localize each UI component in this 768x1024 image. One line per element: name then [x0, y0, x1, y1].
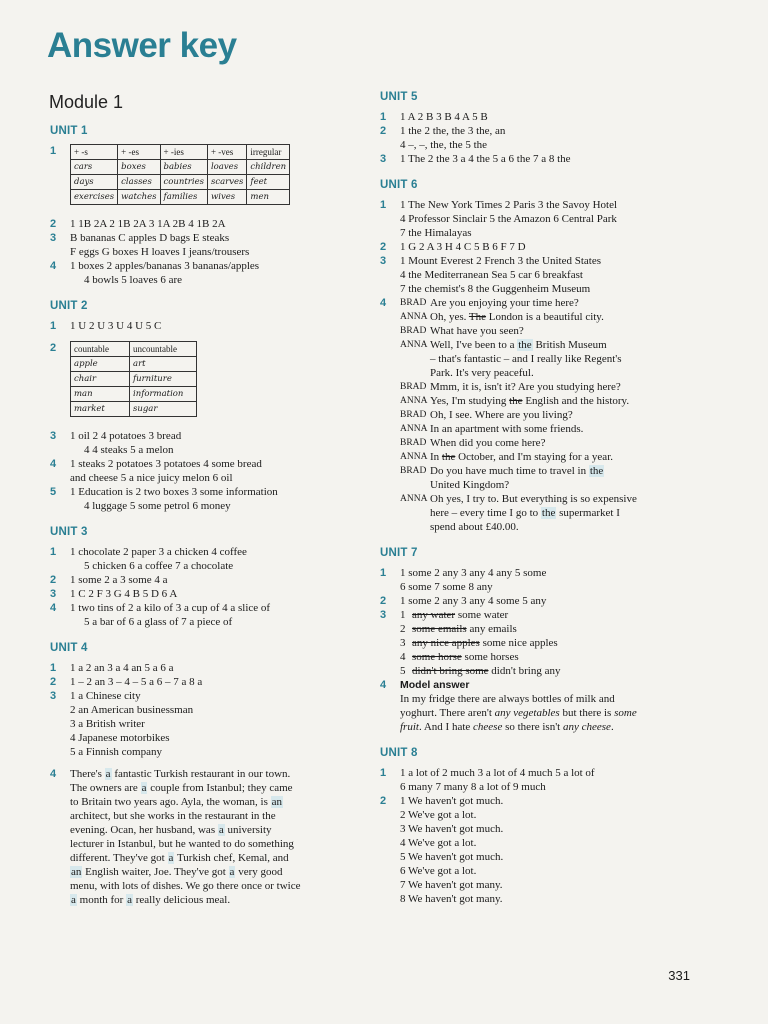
- answer-line: 2 We've got a lot.: [400, 809, 477, 821]
- unit1-heading: UNIT 1: [50, 125, 88, 137]
- exercise-number: 4: [380, 297, 387, 309]
- answer-line: 7 the Himalayas: [400, 227, 472, 239]
- dialogue-text: In: [430, 451, 442, 463]
- table-cell: loaves: [207, 160, 246, 175]
- answer-line: 1 steaks 2 potatoes 3 potatoes 4 some bread: [70, 458, 262, 470]
- exercise-number: 4: [50, 768, 57, 780]
- spacer: [50, 513, 360, 525]
- corrected-phrase: some horses: [464, 651, 519, 663]
- dialogue-line: [400, 422, 700, 436]
- dialogue-line: [400, 296, 700, 310]
- spacer: [50, 287, 360, 299]
- text-span: .: [610, 721, 614, 733]
- answer-line: 1 boxes 2 apples/bananas 3 bananas/apples: [70, 260, 260, 272]
- highlighted-answer: a: [71, 894, 76, 906]
- answer-line: 4 We've got a lot.: [400, 837, 477, 849]
- text-span: fantastic Turkish restaurant in our town.: [111, 768, 291, 780]
- table-cell: exercises: [71, 190, 118, 205]
- speaker-label: ANNA: [400, 494, 428, 504]
- answer-line: 1 The 2 the 3 a 4 the 5 a 6 the 7 a 8 the: [400, 153, 571, 165]
- exercise-number: 1: [50, 145, 57, 157]
- exercise-number: 4: [50, 458, 57, 470]
- item-number: 5: [400, 665, 406, 677]
- corrected-phrase: some water: [457, 609, 509, 621]
- unit3-heading: UNIT 3: [50, 526, 88, 538]
- struck-word: The: [468, 311, 487, 323]
- table-cell: babies: [160, 160, 207, 175]
- table-cell: market: [71, 402, 130, 417]
- dialogue-text: Do you have much time to travel in: [430, 465, 589, 477]
- text-span: The owners are: [70, 782, 141, 794]
- answer-line: In my fridge there are always bottles of milk and: [400, 693, 615, 705]
- answer-line: 4 –, –, the, the 5 the: [400, 139, 488, 151]
- dialogue-text: October, and I'm staying for a year.: [455, 451, 614, 463]
- item-number: 1: [400, 609, 406, 621]
- table-cell: children: [247, 160, 290, 175]
- answer-line: menu, with lots of dishes. We go there once or twice: [70, 880, 301, 892]
- answer-line: 6 many 7 many 8 a lot of 9 much: [400, 781, 546, 793]
- text-span: but there is: [559, 707, 615, 719]
- answer-line: 1 C 2 F 3 G 4 B 5 D 6 A: [70, 588, 178, 600]
- unit2-table: [70, 341, 197, 417]
- answer-line: 4 luggage 5 some petrol 6 money: [84, 500, 231, 512]
- answer-line: and cheese 5 a nice juicy melon 6 oil: [70, 472, 233, 484]
- italic-answer: cheese: [473, 721, 503, 733]
- answer-line: 4 Japanese motorbikes: [70, 732, 170, 744]
- answer-line: 1 G 2 A 3 H 4 C 5 B 6 F 7 D: [400, 241, 526, 253]
- answer-line: 7 We haven't got many.: [400, 879, 503, 891]
- struck-phrase: some horse: [412, 651, 462, 663]
- table-cell: feet: [247, 175, 290, 190]
- table-cell: men: [247, 190, 290, 205]
- unit1-ex3: [50, 231, 360, 259]
- corrected-phrase: didn't bring any: [491, 665, 561, 677]
- table-header-cell: irregular: [247, 145, 290, 160]
- answer-line: 4 Professor Sinclair 5 the Amazon 6 Central Park: [400, 213, 617, 225]
- unit5-ex3: [380, 152, 700, 166]
- unit2-ex1: [50, 319, 360, 333]
- highlighted-answer: an: [71, 866, 82, 878]
- highlighted-answer: a: [218, 824, 224, 836]
- unit4-ex3: [50, 689, 360, 759]
- dialogue-text: supermarket I: [556, 507, 620, 519]
- table-cell: furniture: [130, 372, 197, 387]
- answer-line: 1 We haven't got much.: [400, 795, 504, 807]
- spacer: [50, 421, 360, 429]
- unit1-ex1: [50, 144, 360, 205]
- highlighted-answer: the: [589, 465, 604, 477]
- unit1-ex2: [50, 217, 360, 231]
- table-cell: chair: [71, 372, 130, 387]
- dialogue: [400, 296, 700, 534]
- answer-line: 3 We haven't got much.: [400, 823, 504, 835]
- highlighted-answer: a: [229, 866, 235, 878]
- dialogue-line: [400, 408, 700, 422]
- exercise-number: 3: [380, 609, 387, 621]
- speaker-label: BRAD: [400, 298, 427, 308]
- exercise-number: 1: [50, 546, 57, 558]
- answer-line: [70, 865, 360, 879]
- dialogue-text: Mmm, it is, isn't it? Are you studying here?: [430, 381, 621, 393]
- struck-phrase: didn't bring some: [412, 665, 489, 677]
- exercise-number: 4: [50, 602, 57, 614]
- item-number: 3: [400, 637, 406, 649]
- exercise-number: 3: [50, 588, 57, 600]
- answer-line: 1 A 2 B 3 B 4 A 5 B: [400, 111, 488, 123]
- answer-line: 4 4 steaks 5 a melon: [84, 444, 174, 456]
- table-cell: information: [130, 387, 197, 402]
- unit6-ex3: [380, 254, 700, 296]
- spacer: [380, 166, 700, 178]
- dialogue-line: [400, 352, 700, 366]
- text-span: really delicious meal.: [132, 894, 231, 906]
- exercise-number: 3: [50, 232, 57, 244]
- correction-list: [400, 608, 700, 678]
- answer-line: 3 a British writer: [70, 718, 145, 730]
- dialogue-line: [400, 338, 700, 352]
- unit4-ex1: [50, 661, 360, 675]
- answer-line: 1 some 2 a 3 some 4 a: [70, 574, 168, 586]
- unit7-ex3: [380, 608, 700, 678]
- highlighted-answer: the: [518, 339, 532, 351]
- text-span: month for: [76, 894, 127, 906]
- unit7-ex2: [380, 594, 700, 608]
- answer-line: 1 oil 2 4 potatoes 3 bread: [70, 430, 182, 442]
- answer-line: 8 We haven't got many.: [400, 893, 503, 905]
- answer-line: 1 a 2 an 3 a 4 an 5 a 6 a: [70, 662, 174, 674]
- exercise-number: 2: [50, 218, 57, 230]
- dialogue-text: British Museum: [532, 339, 607, 351]
- exercise-number: 2: [380, 241, 387, 253]
- text-span: couple from Istanbul; they came: [147, 782, 293, 794]
- speaker-label: ANNA: [400, 312, 428, 322]
- unit8-heading: UNIT 8: [380, 747, 418, 759]
- exercise-number: 3: [50, 690, 57, 702]
- text-span: Turkish chef, Kemal, and: [174, 852, 289, 864]
- spacer: [50, 333, 360, 341]
- exercise-number: 1: [50, 320, 57, 332]
- speaker-label: BRAD: [400, 438, 427, 448]
- unit7-heading: UNIT 7: [380, 547, 418, 559]
- table-header-cell: + -ies: [160, 145, 207, 160]
- unit1-ex4: [50, 259, 360, 287]
- struck-word: the: [509, 395, 523, 407]
- struck-phrase: some emails: [412, 623, 467, 635]
- item-number: 2: [400, 623, 406, 635]
- unit4-ex2: [50, 675, 360, 689]
- answer-line: 4 the Mediterranean Sea 5 car 6 breakfast: [400, 269, 583, 281]
- unit5-ex2: [380, 124, 700, 152]
- highlighted-answer: a: [141, 782, 147, 794]
- exercise-number: 1: [380, 767, 387, 779]
- unit2-heading: UNIT 2: [50, 300, 88, 312]
- answer-line: [400, 720, 700, 734]
- answer-line: 1 two tins of 2 a kilo of 3 a cup of 4 a slice of: [70, 602, 271, 614]
- answer-line: 1 chocolate 2 paper 3 a chicken 4 coffee: [70, 546, 247, 558]
- spacer: [50, 759, 360, 767]
- spacer: [50, 209, 360, 217]
- dialogue-line: [400, 436, 700, 450]
- highlighted-answer: a: [168, 852, 174, 864]
- highlighted-answer: a: [127, 894, 132, 906]
- text-span: English waiter, Joe. They've got: [82, 866, 229, 878]
- exercise-number: 4: [50, 260, 57, 272]
- dialogue-text: In an apartment with some friends.: [430, 423, 584, 435]
- struck-word: the: [441, 451, 456, 463]
- answer-line: 1 U 2 U 3 U 4 U 5 C: [70, 320, 162, 332]
- unit4-heading: UNIT 4: [50, 642, 88, 654]
- exercise-number: 2: [380, 125, 387, 137]
- table-cell: wives: [207, 190, 246, 205]
- answer-line: 5 a Finnish company: [70, 746, 162, 758]
- answer-line: 5 chicken 6 a coffee 7 a chocolate: [84, 560, 234, 572]
- exercise-number: 1: [50, 662, 57, 674]
- dialogue-line: [400, 478, 700, 492]
- table-cell: scarves: [207, 175, 246, 190]
- speaker-label: ANNA: [400, 340, 428, 350]
- unit6-ex4: [380, 296, 700, 534]
- table-cell: families: [160, 190, 207, 205]
- italic-answer: fruit: [400, 721, 419, 733]
- unit7-ex4: [380, 678, 700, 734]
- exercise-number: 1: [380, 199, 387, 211]
- answer-line: 2 an American businessman: [70, 704, 194, 716]
- dialogue-text: What have you seen?: [430, 325, 524, 337]
- dialogue-text: Oh, I see. Where are you living?: [430, 409, 573, 421]
- exercise-number: 5: [50, 486, 57, 498]
- dialogue-line: [400, 394, 700, 408]
- dialogue-line: [400, 380, 700, 394]
- highlighted-answer: an: [271, 796, 283, 808]
- dialogue-text: Oh yes, I try to. But everything is so expensive: [430, 493, 637, 505]
- answer-line: [70, 795, 360, 809]
- page-number: 331: [668, 968, 690, 983]
- answer-line: lecturer in Istanbul, but he wanted to do something: [70, 838, 294, 850]
- unit6-ex2: [380, 240, 700, 254]
- table-cell: watches: [118, 190, 160, 205]
- page-title: Answer key: [47, 26, 237, 65]
- table-header-cell: + -es: [118, 145, 160, 160]
- answer-line: 6 some 7 some 8 any: [400, 581, 493, 593]
- right-column: [380, 90, 700, 906]
- table-cell: classes: [118, 175, 160, 190]
- answer-line: 5 a bar of 6 a glass of 7 a piece of: [84, 616, 233, 628]
- answer-line: 1 a lot of 2 much 3 a lot of 4 much 5 a lot of: [400, 767, 595, 779]
- answer-line: 1 Education is 2 two boxes 3 some information: [70, 486, 278, 498]
- dialogue-text: Park. It's very peaceful.: [430, 367, 534, 379]
- answer-line: 1 a Chinese city: [70, 690, 141, 702]
- table-cell: countries: [160, 175, 207, 190]
- text-span: different. They've got: [70, 852, 168, 864]
- answer-line: 1 Mount Everest 2 French 3 the United States: [400, 255, 602, 267]
- correction-line: [400, 608, 700, 622]
- exercise-number: 2: [50, 342, 57, 354]
- text-span: . And I hate: [418, 721, 474, 733]
- answer-line: F eggs G boxes H loaves I jeans/trousers: [70, 246, 250, 258]
- correction-line: [400, 650, 700, 664]
- italic-answer: any cheese: [562, 721, 611, 733]
- answer-line: 1 The New York Times 2 Paris 3 the Savoy Hotel: [400, 199, 618, 211]
- correction-line: [400, 622, 700, 636]
- corrected-phrase: any emails: [469, 623, 517, 635]
- correction-line: [400, 664, 700, 678]
- text-span: There's: [70, 768, 105, 780]
- unit2-ex3: [50, 429, 360, 457]
- answer-line: 1 some 2 any 3 any 4 any 5 some: [400, 567, 547, 579]
- table-cell: days: [71, 175, 118, 190]
- text-span: very good: [235, 866, 283, 878]
- dialogue-text: When did you come here?: [430, 437, 546, 449]
- dialogue-text: Yes, I'm studying: [430, 395, 510, 407]
- exercise-number: 2: [50, 574, 57, 586]
- speaker-label: BRAD: [400, 326, 427, 336]
- dialogue-text: here – every time I go to: [430, 507, 541, 519]
- answer-line: 1 1B 2A 2 1B 2A 3 1A 2B 4 1B 2A: [70, 218, 226, 230]
- dialogue-line: [400, 492, 700, 506]
- text-span: university: [224, 824, 272, 836]
- dialogue-text: English and the history.: [522, 395, 630, 407]
- unit8-ex1: [380, 766, 700, 794]
- answer-line: [70, 823, 360, 837]
- unit8-ex2: [380, 794, 700, 906]
- unit5-ex1: [380, 110, 700, 124]
- table-cell: boxes: [118, 160, 160, 175]
- answer-line: 6 We've got a lot.: [400, 865, 477, 877]
- unit6-ex1: [380, 198, 700, 240]
- dialogue-line: [400, 450, 700, 464]
- exercise-number: 2: [50, 676, 57, 688]
- item-number: 4: [400, 651, 406, 663]
- dialogue-line: [400, 324, 700, 338]
- table-header-cell: + -ves: [207, 145, 246, 160]
- corrected-phrase: some nice apples: [482, 637, 558, 649]
- table-cell: sugar: [130, 402, 197, 417]
- spacer: [380, 534, 700, 546]
- highlighted-answer: the: [541, 507, 556, 519]
- dialogue-line: [400, 520, 700, 534]
- unit3-ex4: [50, 601, 360, 629]
- unit5-heading: UNIT 5: [380, 91, 418, 103]
- answer-line: 1 – 2 an 3 – 4 – 5 a 6 – 7 a 8 a: [70, 676, 203, 688]
- speaker-label: BRAD: [400, 410, 427, 420]
- speaker-label: ANNA: [400, 396, 428, 406]
- table-header-cell: + -s: [71, 145, 118, 160]
- struck-phrase: any nice apples: [412, 637, 480, 649]
- dialogue-line: [400, 464, 700, 478]
- text-span: so there isn't: [502, 721, 563, 733]
- answer-line: 5 We haven't got much.: [400, 851, 504, 863]
- answer-line: 7 the chemist's 8 the Guggenheim Museum: [400, 283, 591, 295]
- module-heading: Module 1: [49, 92, 124, 112]
- unit4-ex4: [50, 767, 360, 907]
- answer-line: [400, 706, 700, 720]
- dialogue-text: London is a beautiful city.: [486, 311, 604, 323]
- answer-line: [70, 781, 360, 795]
- dialogue-line: [400, 506, 700, 520]
- answer-line: 1 some 2 any 3 any 4 some 5 any: [400, 595, 547, 607]
- correction-line: [400, 636, 700, 650]
- table-header-cell: countable: [71, 342, 130, 357]
- dialogue-text: Oh, yes.: [430, 311, 469, 323]
- exercise-number: 4: [380, 679, 387, 691]
- unit3-ex3: [50, 587, 360, 601]
- italic-answer: any vegetables: [494, 707, 560, 719]
- table-cell: cars: [71, 160, 118, 175]
- spacer: [50, 629, 360, 641]
- exercise-number: 3: [380, 255, 387, 267]
- left-column: [50, 124, 360, 907]
- unit6-heading: UNIT 6: [380, 179, 418, 191]
- dialogue-text: – that's fantastic – and I really like Regent's: [430, 353, 622, 365]
- answer-line: 4 bowls 5 loaves 6 are: [84, 274, 183, 286]
- exercise-number: 1: [380, 111, 387, 123]
- speaker-label: BRAD: [400, 382, 427, 392]
- exercise-number: 1: [380, 567, 387, 579]
- exercise-number: 3: [380, 153, 387, 165]
- answer-line: B bananas C apples D bags E steaks: [70, 232, 230, 244]
- answer-line: [70, 767, 360, 781]
- exercise-number: 2: [380, 595, 387, 607]
- table-cell: apple: [71, 357, 130, 372]
- answer-line: [70, 893, 360, 907]
- answer-line: 1 the 2 the, the 3 the, an: [400, 125, 506, 137]
- text-span: to Britain two years ago. Ayla, the woman, is: [70, 796, 271, 808]
- dialogue-line: [400, 366, 700, 380]
- unit3-ex1: [50, 545, 360, 573]
- dialogue-text: Are you enjoying your time here?: [430, 297, 579, 309]
- text-span: evening. Ocan, her husband, was: [70, 824, 218, 836]
- unit7-ex1: [380, 566, 700, 594]
- unit2-ex4: [50, 457, 360, 485]
- dialogue-text: Well, I've been to a: [430, 339, 518, 351]
- text-span: yoghurt. There aren't: [400, 707, 495, 719]
- answer-line: architect, but she works in the restaurant in the: [70, 810, 276, 822]
- dialogue-text: spend about £40.00.: [430, 521, 519, 533]
- dialogue-line: [400, 310, 700, 324]
- highlighted-answer: a: [105, 768, 111, 780]
- dialogue-text: United Kingdom?: [430, 479, 510, 491]
- struck-phrase: any water: [412, 609, 456, 621]
- italic-answer: some: [614, 707, 637, 719]
- unit1-table: [70, 144, 290, 205]
- unit2-ex2: [50, 341, 360, 417]
- model-answer-label: Model answer: [400, 679, 470, 691]
- unit3-ex2: [50, 573, 360, 587]
- speaker-label: BRAD: [400, 466, 427, 476]
- table-cell: man: [71, 387, 130, 402]
- unit2-ex5: [50, 485, 360, 513]
- answer-line: [70, 851, 360, 865]
- table-header-cell: uncountable: [130, 342, 197, 357]
- table-cell: art: [130, 357, 197, 372]
- exercise-number: 2: [380, 795, 387, 807]
- speaker-label: ANNA: [400, 452, 428, 462]
- speaker-label: ANNA: [400, 424, 428, 434]
- spacer: [380, 734, 700, 746]
- exercise-number: 3: [50, 430, 57, 442]
